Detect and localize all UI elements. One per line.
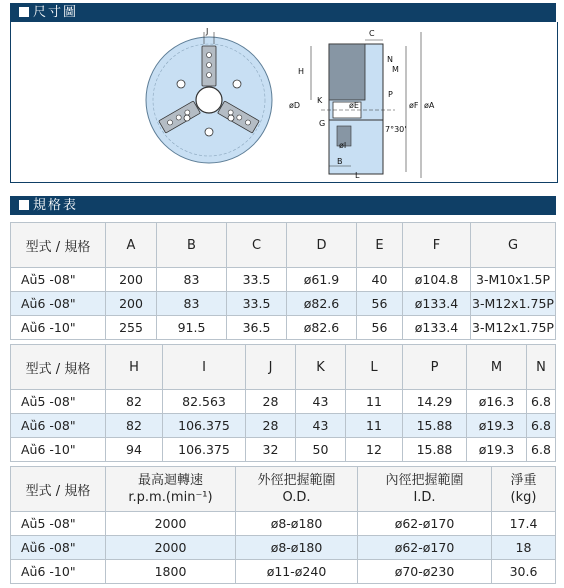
header-n: N <box>527 345 556 390</box>
header-od-abbr: O.D. <box>282 490 311 505</box>
header-c: C <box>227 223 287 268</box>
label-j: J <box>206 27 209 36</box>
header-weight-unit: (kg) <box>510 490 537 505</box>
header-j: J <box>246 345 296 390</box>
cell-model: Aȕ5 -08" <box>11 512 106 536</box>
chuck-drawing <box>11 22 557 182</box>
cell: ø61.9 <box>287 268 357 292</box>
cell: 15.88 <box>403 438 467 462</box>
header-l: L <box>346 345 403 390</box>
header-id-abbr: I.D. <box>413 490 436 505</box>
label-angle: 7°30' <box>385 125 407 134</box>
cell: 3-M12x1.75P <box>471 316 556 340</box>
cell: ø11-ø240 <box>236 560 358 584</box>
cell: 2000 <box>106 512 236 536</box>
cell: ø62-ø170 <box>358 536 492 560</box>
dimensions-section-title: 尺寸圖 <box>33 5 79 20</box>
cell: ø82.6 <box>287 316 357 340</box>
header-od-range <box>236 467 358 512</box>
header-max-speed <box>106 467 236 512</box>
cell: 1800 <box>106 560 236 584</box>
cell: ø16.3 <box>467 390 527 414</box>
header-max-speed-unit: r.p.m.(min⁻¹) <box>128 490 213 505</box>
square-bullet-icon <box>19 200 29 210</box>
label-n: N <box>387 55 393 64</box>
label-g: G <box>319 119 326 128</box>
cell: ø19.3 <box>467 438 527 462</box>
cell: 11 <box>346 414 403 438</box>
cell: 43 <box>296 414 346 438</box>
table-row <box>11 512 556 536</box>
cell: 32 <box>246 438 296 462</box>
cell: 33.5 <box>227 292 287 316</box>
header-i: I <box>163 345 246 390</box>
table-row <box>11 414 556 438</box>
cell-model: Aȕ5 -08" <box>11 390 106 414</box>
spec-table-3 <box>10 466 556 584</box>
cell-model: Aȕ5 -08" <box>11 268 106 292</box>
cell: ø133.4 <box>403 316 471 340</box>
table-header-row <box>11 467 556 512</box>
header-h: H <box>106 345 163 390</box>
cell: 82.563 <box>163 390 246 414</box>
header-p: P <box>403 345 467 390</box>
cell-model: Aȕ6 -08" <box>11 414 106 438</box>
header-id-range <box>358 467 492 512</box>
table-header-row <box>11 345 556 390</box>
label-e: øE <box>349 101 359 110</box>
cell: 83 <box>157 292 227 316</box>
header-model: 型式 / 規格 <box>11 345 106 390</box>
header-model: 型式 / 規格 <box>11 467 106 512</box>
label-m: M <box>392 65 399 74</box>
header-k: K <box>296 345 346 390</box>
spec-section-header <box>10 196 556 215</box>
cell: 30.6 <box>492 560 556 584</box>
cell: 28 <box>246 414 296 438</box>
header-g: G <box>471 223 556 268</box>
cell: ø19.3 <box>467 414 527 438</box>
cell: 3-M10x1.5P <box>471 268 556 292</box>
cell: ø70-ø230 <box>358 560 492 584</box>
cell: 6.8 <box>527 414 556 438</box>
cell-model: Aȕ6 -10" <box>11 316 106 340</box>
header-f: F <box>403 223 471 268</box>
cell: 3-M12x1.75P <box>471 292 556 316</box>
label-p: P <box>388 90 393 99</box>
cell: ø62-ø170 <box>358 512 492 536</box>
dimension-drawing <box>10 22 558 183</box>
cell: 33.5 <box>227 268 287 292</box>
cell: 28 <box>246 390 296 414</box>
header-b: B <box>157 223 227 268</box>
header-model: 型式 / 規格 <box>11 223 106 268</box>
label-k: K <box>317 96 323 105</box>
cell: 94 <box>106 438 163 462</box>
chuck-side-view <box>289 29 435 180</box>
cell: 43 <box>296 390 346 414</box>
cell: 14.29 <box>403 390 467 414</box>
header-a: A <box>106 223 157 268</box>
header-m: M <box>467 345 527 390</box>
cell: 200 <box>106 268 157 292</box>
cell: 15.88 <box>403 414 467 438</box>
header-weight-title: 淨重 <box>510 473 537 488</box>
cell: 200 <box>106 292 157 316</box>
cell: 255 <box>106 316 157 340</box>
cell-model: Aȕ6 -10" <box>11 438 106 462</box>
spec-table-2 <box>10 344 556 462</box>
table-row <box>11 536 556 560</box>
cell: 106.375 <box>163 414 246 438</box>
spec-section-title: 規格表 <box>33 198 79 213</box>
table-row <box>11 390 556 414</box>
table-row <box>11 268 556 292</box>
header-weight <box>492 467 556 512</box>
cell: 40 <box>357 268 403 292</box>
cell: 6.8 <box>527 390 556 414</box>
table-row <box>11 316 556 340</box>
table-header-row <box>11 223 556 268</box>
label-d: øD <box>289 101 301 110</box>
cell: 6.8 <box>527 438 556 462</box>
cell: 2000 <box>106 536 236 560</box>
header-e: E <box>357 223 403 268</box>
spec-table-1 <box>10 222 556 340</box>
cell: 91.5 <box>157 316 227 340</box>
cell: 11 <box>346 390 403 414</box>
header-max-speed-title: 最高迴轉速 <box>137 473 203 488</box>
label-i: øI <box>339 141 347 150</box>
label-l: L <box>355 171 360 180</box>
cell: 36.5 <box>227 316 287 340</box>
cell-model: Aȕ6 -08" <box>11 292 106 316</box>
table-row <box>11 292 556 316</box>
label-h: H <box>298 67 305 76</box>
label-a: øA <box>424 101 435 110</box>
cell: 56 <box>357 292 403 316</box>
chuck-front-view <box>146 27 272 163</box>
cell: ø8-ø180 <box>236 512 358 536</box>
cell: 18 <box>492 536 556 560</box>
cell: 56 <box>357 316 403 340</box>
cell: ø82.6 <box>287 292 357 316</box>
cell: ø133.4 <box>403 292 471 316</box>
cell-model: Aȕ6 -08" <box>11 536 106 560</box>
dimensions-section-header <box>10 3 556 22</box>
header-d: D <box>287 223 357 268</box>
cell: 82 <box>106 390 163 414</box>
cell-model: Aȕ6 -10" <box>11 560 106 584</box>
table-row <box>11 560 556 584</box>
table-row <box>11 438 556 462</box>
square-bullet-icon <box>19 7 29 17</box>
cell: ø104.8 <box>403 268 471 292</box>
label-c: C <box>369 29 375 38</box>
label-b: B <box>337 157 343 166</box>
label-f: øF <box>409 101 419 110</box>
cell: 50 <box>296 438 346 462</box>
header-id-title: 內徑把握範圍 <box>385 473 464 488</box>
cell: ø8-ø180 <box>236 536 358 560</box>
cell: 83 <box>157 268 227 292</box>
cell: 106.375 <box>163 438 246 462</box>
cell: 82 <box>106 414 163 438</box>
cell: 17.4 <box>492 512 556 536</box>
header-od-title: 外徑把握範圍 <box>257 473 336 488</box>
cell: 12 <box>346 438 403 462</box>
